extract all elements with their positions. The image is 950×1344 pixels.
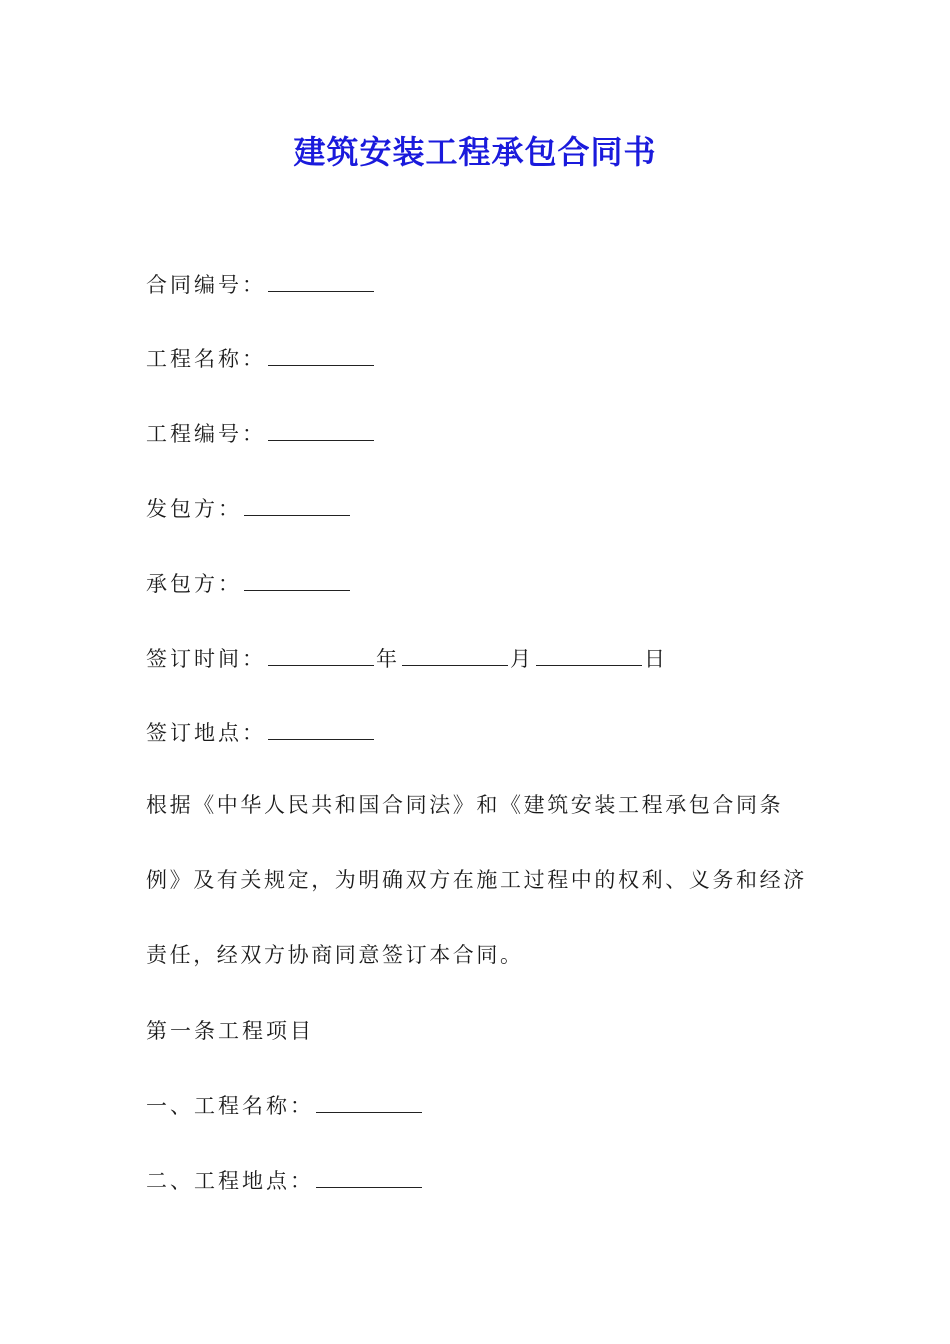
- contractor-line: [146, 569, 352, 599]
- article-1-item-1-label: 一、工程名称：: [146, 1094, 314, 1118]
- article-1-item-1: [146, 1091, 424, 1121]
- sign-day-blank: [536, 645, 642, 666]
- preamble-paragraph: 根据《中华人民共和国合同法》和《建筑安装工程承包合同条例》及有关规定，为明确双方在施工过程中的权利、义务和经济责任，经双方协商同意签订本合同。: [146, 793, 807, 967]
- contract-number-label: 合同编号：: [146, 273, 266, 297]
- day-label: 日: [644, 647, 668, 671]
- project-number-line: [146, 419, 376, 449]
- project-number-blank: [268, 420, 374, 441]
- contractor-blank: [244, 570, 350, 591]
- employer-label: 发包方：: [146, 497, 242, 521]
- project-name-blank: [268, 345, 374, 366]
- sign-place-label: 签订地点：: [146, 721, 266, 745]
- sign-month-blank: [402, 645, 508, 666]
- project-name-line: [146, 344, 376, 374]
- article-1-item-2: [146, 1166, 424, 1196]
- article-1-item-2-label: 二、工程地点：: [146, 1169, 314, 1193]
- employer-line: [146, 494, 352, 524]
- sign-place-line: [146, 718, 376, 748]
- sign-time-label: 签订时间：: [146, 647, 266, 671]
- sign-time-line: [146, 644, 668, 674]
- project-number-label: 工程编号：: [146, 422, 266, 446]
- year-label: 年: [376, 647, 400, 671]
- sign-year-blank: [268, 645, 374, 666]
- employer-blank: [244, 495, 350, 516]
- contract-number-line: [146, 270, 376, 300]
- contractor-label: 承包方：: [146, 572, 242, 596]
- article-1-item-1-blank: [316, 1092, 422, 1113]
- article-1-heading: 第一条工程项目: [146, 1019, 314, 1043]
- article-1-item-2-blank: [316, 1167, 422, 1188]
- document-title: 建筑安装工程承包合同书: [293, 133, 657, 171]
- month-label: 月: [510, 647, 534, 671]
- sign-place-blank: [268, 719, 374, 740]
- project-name-label: 工程名称：: [146, 347, 266, 371]
- contract-number-blank: [268, 271, 374, 292]
